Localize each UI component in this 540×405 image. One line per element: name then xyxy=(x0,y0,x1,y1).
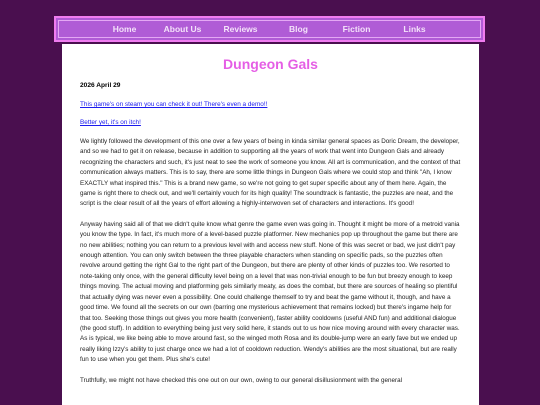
nav-reviews-link[interactable]: Reviews xyxy=(223,24,258,34)
nav-links-link[interactable]: Links xyxy=(403,24,426,34)
review-paragraph-1: We lightly followed the development of this one over a few years of being in kinda similar general spaces as Doric Dream, the developer, and so we had to get it on release, because in addition to supporting all the years of work that went into Dungeon Gals and already recognizing the characters and such, it's just neat to see the work of someone you know. All art is communication, and the context of that communication always matters. This is to say, there are some little things in Dungeon Gals where we could stop and think "Ah, I know EXACTLY what inspired this." This is a brand new game, so we're not going to get super specific about any of them here. Again, the game is right there to check out, and we'll certainly vouch for its high quality! The soundtrack is fantastic, the puzzles are neat, and the script is the clear result of all the years of effort allowing a highly-interwoven set of characters and interactions. It's good! xyxy=(80,138,461,208)
main-content[interactable] xyxy=(62,44,479,405)
nav-home-link[interactable]: Home xyxy=(112,24,137,34)
post-date: 2026 April 29 xyxy=(80,82,121,89)
nav-fiction-link[interactable]: Fiction xyxy=(342,24,371,34)
nav-bar xyxy=(58,20,481,38)
page-title: Dungeon Gals xyxy=(223,56,318,72)
steam-link[interactable]: This game's on steam you can check it out! There's even a demo!! xyxy=(80,101,268,108)
nav-blog-link[interactable]: Blog xyxy=(289,24,308,34)
review-paragraph-3: Truthfully, we might not have checked this one out on our own, owing to our general disillusionment with the general xyxy=(80,376,403,384)
nav-about-us-link[interactable]: About Us xyxy=(163,24,202,34)
review-paragraph-2: Anyway having said all of that we didn't quite know what genre the game even was going in. Thought it might be more of a metroid vania you know the type. In fact, it's much more of a level-based puzzle platformer. New mechanics pop up throughout the game but there are no new abilities; nothing you can return to a previous level with and access new stuff. None of this was secret or bad, we just didn't pay enough attention. You can only switch between the three playable characters when standing on specific pads, so the puzzles often revolve around getting the right Gal to the right part of the Dungeon, but there are plenty of other kinds of puzzles too. We resorted to note-taking only once, with the general difficulty level being on a level that was non-trivial enough to be fun but breezy enough to keep things moving. The actual moving and platforming gels similarly meaty, as does the combat, but there are sources of healing so plentiful that actually dying was never even a possibility. One could challenge themself to try and beat the game without it, though, and have a good time. We found all the secrets on our own (barring one mysterious achievement that remains locked) but there's ingame help for that too. Seeking those things out gives you more health (convenient), faster ability cooldowns (useful AND fun) and additional dialogue (the good stuff). In addition to everything being just very solid here, it stands out to us how nice moving around with every character was. As is typical, we like being able to move around fast, so the winged moth Rosa and its double-jump were an early fave but we ended up really liking Izzy's ability to just charge once we had a lot of cooldown reduction. Wendy's abilities are the most situational, but are really fun to use when you get them. Plus she's cute! xyxy=(80,220,460,364)
top-navigation xyxy=(54,16,485,42)
itch-link[interactable]: Better yet, it's on itch! xyxy=(80,119,141,126)
